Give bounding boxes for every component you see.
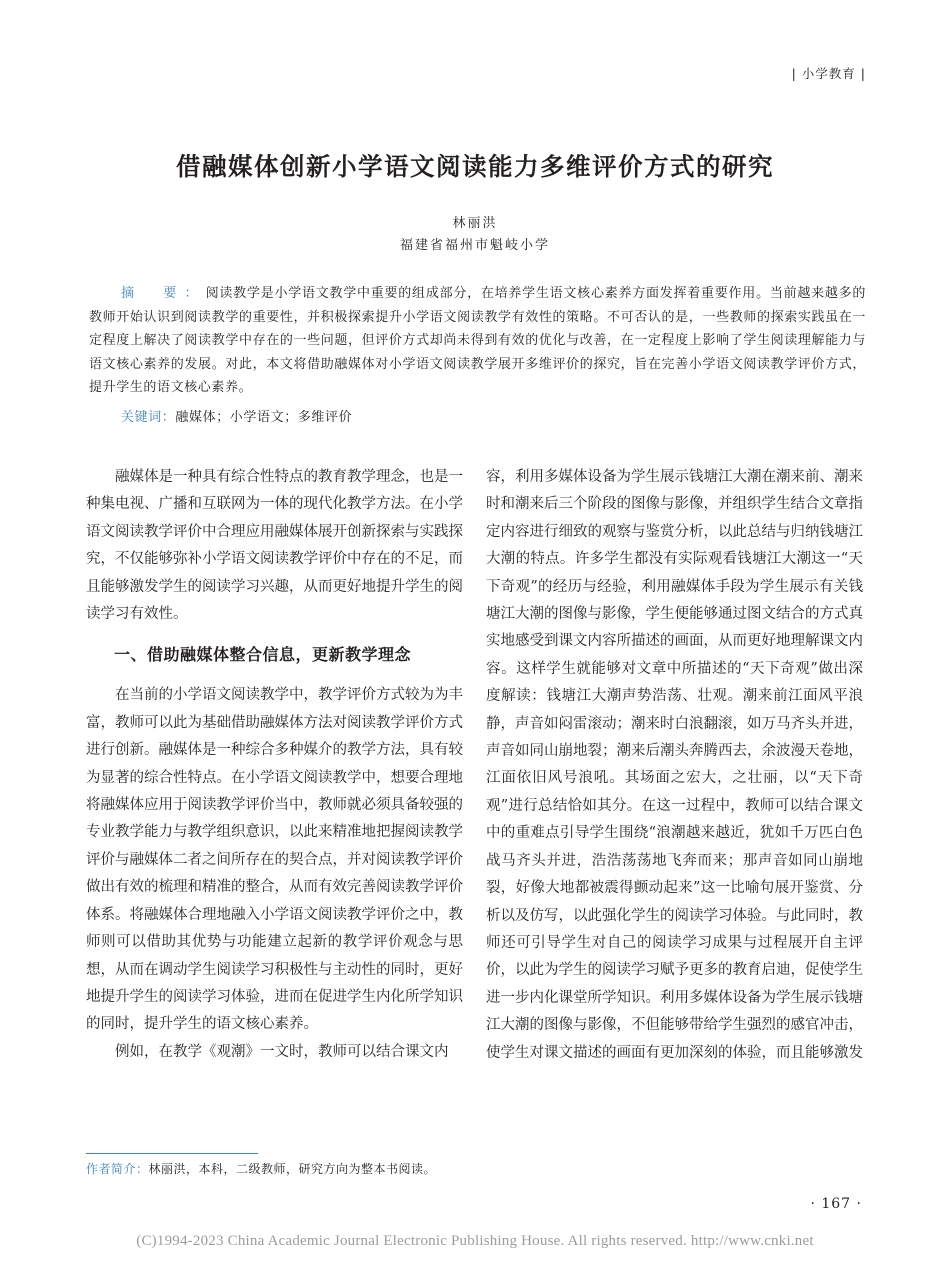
author-affiliation: 福建省福州市魁岐小学 bbox=[399, 238, 550, 253]
abstract-label: 摘 要： bbox=[121, 286, 206, 301]
section-heading: 一、借助融媒体整合信息，更新教学理念 bbox=[114, 645, 412, 665]
keywords bbox=[89, 406, 866, 429]
keywords-label: 关键词： bbox=[121, 410, 176, 425]
page-number: · 167 · bbox=[810, 1196, 862, 1212]
article-title: 借融媒体创新小学语文阅读能力多维评价方式的研究 bbox=[176, 152, 774, 181]
abstract-text: 阅读教学是小学语文教学中重要的组成部分，在培养学生语文核心素养方面发挥着重要作用。当前越来越多的教师开始认识到阅读教学的重要性，并积极探索提升小学语文阅读教学有效性的策略。不可否认的是，一些教师的探索实践虽在一定程度上解决了阅读教学中存在的一些问题，但评价方式却尚未得到有效的优化与改善，在一定程度上影响了学生阅读理解能力与语文核心素养的发展。对此，本文将借助融媒体对小学语文阅读教学展开多维评价的探究，旨在完善小学语文阅读教学评价方式，提升学生的语文核心素养。 bbox=[89, 286, 866, 395]
body-column-right bbox=[486, 464, 863, 1067]
body-paragraph: 例如，在教学《观潮》一文时，教师可以结合课文内 bbox=[115, 1043, 449, 1060]
footnote-text: 林丽洪，本科，二级教师，研究方向为整本书阅读。 bbox=[148, 1162, 437, 1176]
keywords-text: 融媒体；小学语文；多维评价 bbox=[175, 410, 353, 425]
abstract bbox=[89, 282, 866, 400]
footnote-divider bbox=[86, 1153, 258, 1154]
body-column-left bbox=[86, 464, 463, 1066]
body-paragraph: 在当前的小学语文阅读教学中，教学评价方式较为为丰富，教师可以此为基础借助融媒体方法对阅读教学评价方式进行创新。融媒体是一种综合多种媒介的教学方法，具有较为显著的综合性特点。在小学语文阅读教学中，想要合理地将融媒体应用于阅读教学评价当中，教师就必须具备较强的专业教学能力与教学组织意识，以此来精准地把握阅读教学评价与融媒体二者之间所存在的契合点，并对阅读教学评价做出有效的梳理和精准的整合，从而有效完善阅读教学评价体系。将融媒体合理地融入小学语文阅读教学评价之中，教师则可以借助其优势与功能建立起新的教学评价观念与思想，从而在调动学生阅读学习积极性与主动性的同时，更好地提升学生的阅读学习体验，进而在促进学生内化所学知识的同时，提升学生的语文核心素养。 bbox=[86, 687, 463, 1033]
section-tag: | 小学教育 | bbox=[791, 66, 866, 81]
copyright-watermark: (C)1994-2023 China Academic Journal Electronic Publishing House. All rights reserved. http://www.cnki.net bbox=[136, 1233, 814, 1249]
footnote bbox=[86, 1160, 436, 1177]
body-paragraph: 容，利用多媒体设备为学生展示钱塘江大潮在潮来前、潮来时和潮来后三个阶段的图像与影像，并组织学生结合文章指定内容进行细致的观察与鉴赏分析，以此总结与归纳钱塘江大潮的特点。许多学生都没有实际观看钱塘江大潮这一“天下奇观”的经历与经验，利用融媒体手段为学生展示有关钱塘江大潮的图像与影像，学生便能够通过图文结合的方式真实地感受到课文内容所描述的画面，从而更好地理解课文内容。这样学生就能够对文章中所描述的“天下奇观”做出深度解读：钱塘江大潮声势浩荡、壮观。潮来前江面风平浪静，声音如闷雷滚动；潮来时白浪翻滚，如万马齐头并进，声音如同山崩地裂；潮来后潮头奔腾西去，余波漫天卷地，江面依旧风号浪吼。其场面之宏大，之壮丽，以“天下奇观”进行总结恰如其分。在这一过程中，教师可以结合课文中的重难点引导学生围绕“浪潮越来越近，犹如千万匹白色战马齐头并进，浩浩荡荡地飞奔而来；那声音如同山崩地裂，好像大地都被震得颤动起来”这一比喻句展开鉴赏、分析以及仿写，以此强化学生的阅读学习体验。与此同时，教师还可引导学生对自己的阅读学习成果与过程展开自主评价，以此为学生的阅读学习赋予更多的教育启迪，促使学生进一步内化课堂所学知识。利用多媒体设备为学生展示钱塘江大潮的图像与影像，不但能够带给学生强烈的感官冲击，使学生对课文描述的画面有更加深刻的体验，而且能够激发 bbox=[486, 469, 863, 1061]
author-name: 林丽洪 bbox=[452, 216, 498, 231]
footnote-label: 作者简介： bbox=[86, 1162, 149, 1176]
body-paragraph: 融媒体是一种具有综合性特点的教育教学理念，也是一种集电视、广播和互联网为一体的现代化教学方法。在小学语文阅读教学评价中合理应用融媒体展开创新探索与实践探究，不仅能够弥补小学语文阅读教学评价中存在的不足，而且能够激发学生的阅读学习兴趣，从而更好地提升学生的阅读学习有效性。 bbox=[86, 469, 463, 623]
